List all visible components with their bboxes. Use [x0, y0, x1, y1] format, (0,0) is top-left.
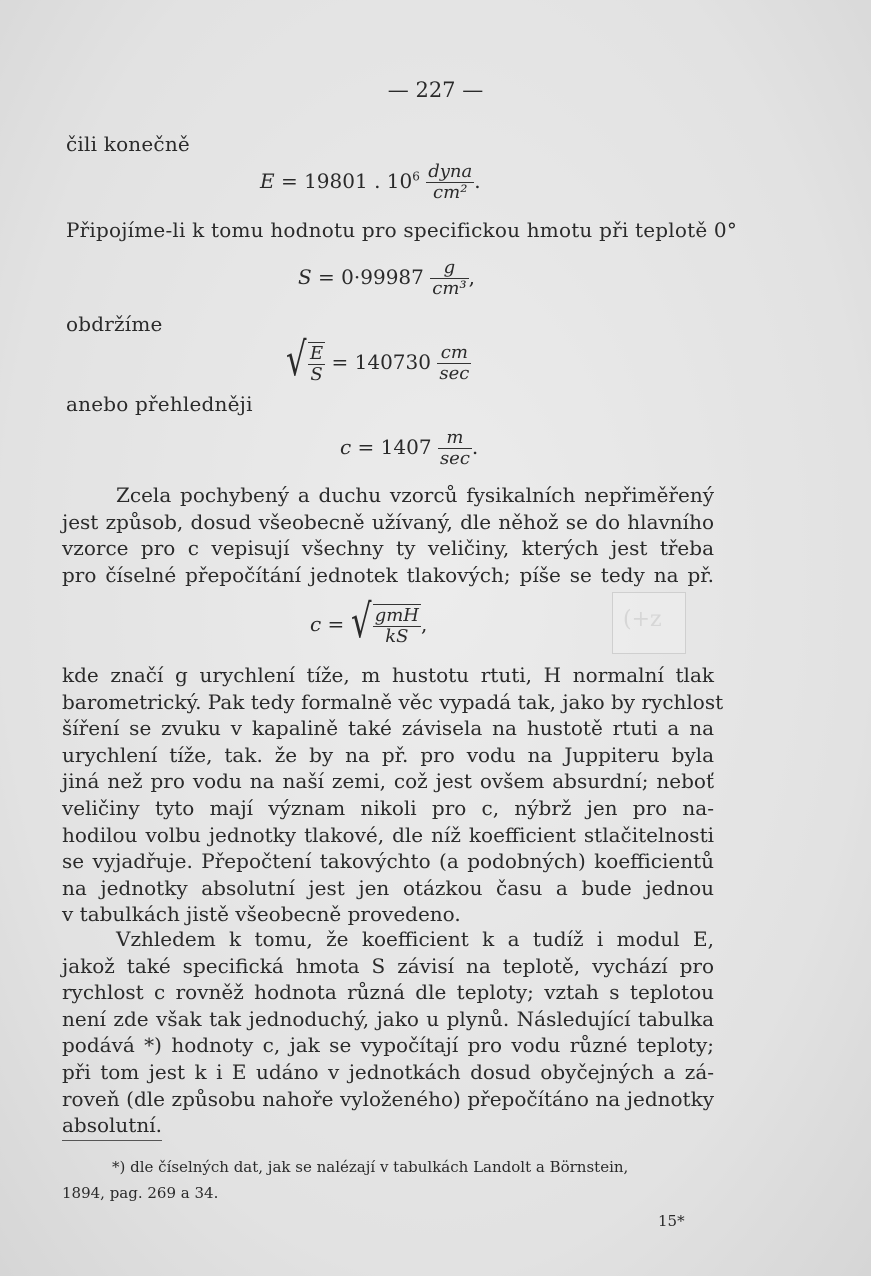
para2-line: se vyjadřuje. Přepočtení takovýchto (a podobných) koefficientů: [62, 849, 714, 874]
para2-line: šíření se zvuku v kapalině také závisela na hustotě rtuti a na: [62, 716, 714, 741]
para1-line: Zcela pochybený a duchu vzorců fysikalních nepřiměřený: [116, 483, 714, 507]
equation-sqrt-es: [286, 332, 471, 386]
paragraph-2: [62, 662, 724, 928]
eq5-rel: =: [321, 612, 351, 636]
eq2-value: = 0·99987: [311, 265, 431, 289]
para2-line: veličiny tyto mají význam nikoli pro c, nýbrž jen pro na-: [62, 795, 714, 820]
eq4-fraction: [438, 428, 472, 469]
intro-text-1: čili konečně: [66, 132, 190, 156]
para3-line: Vzhledem k tomu, že koefficient k a tudíž i modul E,: [116, 927, 714, 951]
para2-line: na jednotky absolutní jest jen otázkou času a bude jednou: [62, 875, 714, 900]
eq2-numerator: g: [430, 258, 468, 279]
para2-line: v tabulkách jistě všeobecně provedeno.: [62, 902, 461, 927]
eq2-end: ,: [468, 265, 475, 289]
eq4-end: .: [471, 435, 479, 459]
eq5-end: ,: [420, 612, 428, 636]
para1-line: pro číselné přepočítání jednotek tlakových; píše se tedy na př.: [62, 562, 714, 587]
footnote-line-1: *) dle číselných dat, jak se nalézají v tabulkách Landolt a Börnstein,: [112, 1158, 629, 1176]
para3-line: při tom jest k i E udáno v jednotkách dosud obyčejných a zá-: [62, 1059, 714, 1084]
para2-line: urychlení tíže, tak. že by na př. pro vodu na Juppiteru byla: [62, 742, 714, 767]
eq1-lhs: E: [260, 169, 275, 193]
para2-line: barometrický. Pak tedy formalně věc vypadá tak, jako by rychlost: [62, 689, 724, 714]
equation-s: [298, 258, 475, 299]
eq3-radical: [286, 332, 325, 386]
eq1-numerator: dyna: [428, 161, 473, 182]
paragraph-3: [62, 926, 714, 1139]
sentence-specific-mass: Připojíme-li k tomu hodnotu pro specifickou hmotu při teplotě 0°: [66, 218, 738, 242]
eq3-rad-numerator: E: [310, 343, 324, 364]
eq4-value: = 1407: [351, 435, 438, 459]
radical-sign-icon: √: [286, 332, 307, 386]
eq3-denominator: sec: [439, 363, 470, 384]
eq3-numerator: cm: [437, 343, 471, 364]
eq2-lhs: S: [298, 265, 312, 289]
para3-line: jakož také specifická hmota S závisí na teplotě, vychází pro: [62, 953, 714, 978]
para3-line: rychlost c rovněž hodnota různá dle teploty; vztah s teplotou: [62, 980, 714, 1005]
para2-line: hodilou volbu jednotky tlakové, dle níž koefficient stlačitelnosti: [62, 822, 714, 847]
eq5-lhs: c: [310, 612, 322, 636]
eq1-end: .: [474, 169, 481, 193]
signature-mark: 15*: [658, 1212, 685, 1230]
eq1-exponent: 6: [412, 169, 420, 184]
eq5-denominator: kS: [385, 626, 409, 647]
para2-line: kde značí g urychlení tíže, m hustotu rtuti, H normalní tlak: [62, 663, 714, 687]
para3-line: roveň (dle způsobu nahoře vyloženého) přepočítáno na jednotky: [62, 1086, 714, 1111]
intro-text-3: anebo přehledněji: [66, 392, 253, 416]
intro-text-2: obdržíme: [66, 312, 163, 336]
equation-c: [340, 428, 478, 469]
footnote-divider: [62, 1140, 162, 1141]
equation-e: [260, 162, 481, 203]
eq1-value: = 19801 . 10: [274, 169, 413, 193]
eq4-denominator: sec: [439, 448, 470, 469]
eq3-rad-denominator: S: [310, 364, 323, 385]
eq1-fraction: [426, 162, 474, 203]
eq4-numerator: m: [438, 428, 472, 449]
para3-line: není zde však tak jednoduchý, jako u plynů. Následující tabulka: [62, 1006, 714, 1031]
para3-line: absolutní.: [62, 1113, 162, 1138]
eq5-radical: [350, 594, 421, 648]
stamp-text: (+z: [623, 607, 662, 632]
equation-c-sqrt: [310, 594, 428, 648]
eq4-lhs: c: [340, 435, 352, 459]
eq3-value: = 140730: [325, 350, 438, 374]
footnote-line-2: 1894, pag. 269 a 34.: [62, 1184, 219, 1202]
eq2-fraction: [430, 258, 468, 299]
page-number: — 227 —: [387, 78, 484, 102]
para1-line: vzorce pro c vepisují všechny ty veličiny, kterých jest třeba: [62, 536, 714, 561]
library-stamp: [612, 592, 686, 654]
eq5-numerator: gmH: [374, 605, 419, 626]
eq1-denominator: cm²: [433, 182, 468, 203]
para3-line: podává *) hodnoty c, jak se vypočítají pro vodu různé teploty;: [62, 1033, 714, 1058]
eq3-fraction: [437, 343, 471, 384]
paragraph-1: [62, 482, 714, 588]
eq2-denominator: cm³: [432, 278, 467, 299]
para1-line: jest způsob, dosud všeobecně užívaný, dle něhož se do hlavního: [62, 509, 714, 534]
radical-sign-icon: √: [350, 594, 372, 648]
para2-line: jiná než pro vodu na naší zemi, což jest ovšem absurdní; neboť: [62, 769, 714, 794]
